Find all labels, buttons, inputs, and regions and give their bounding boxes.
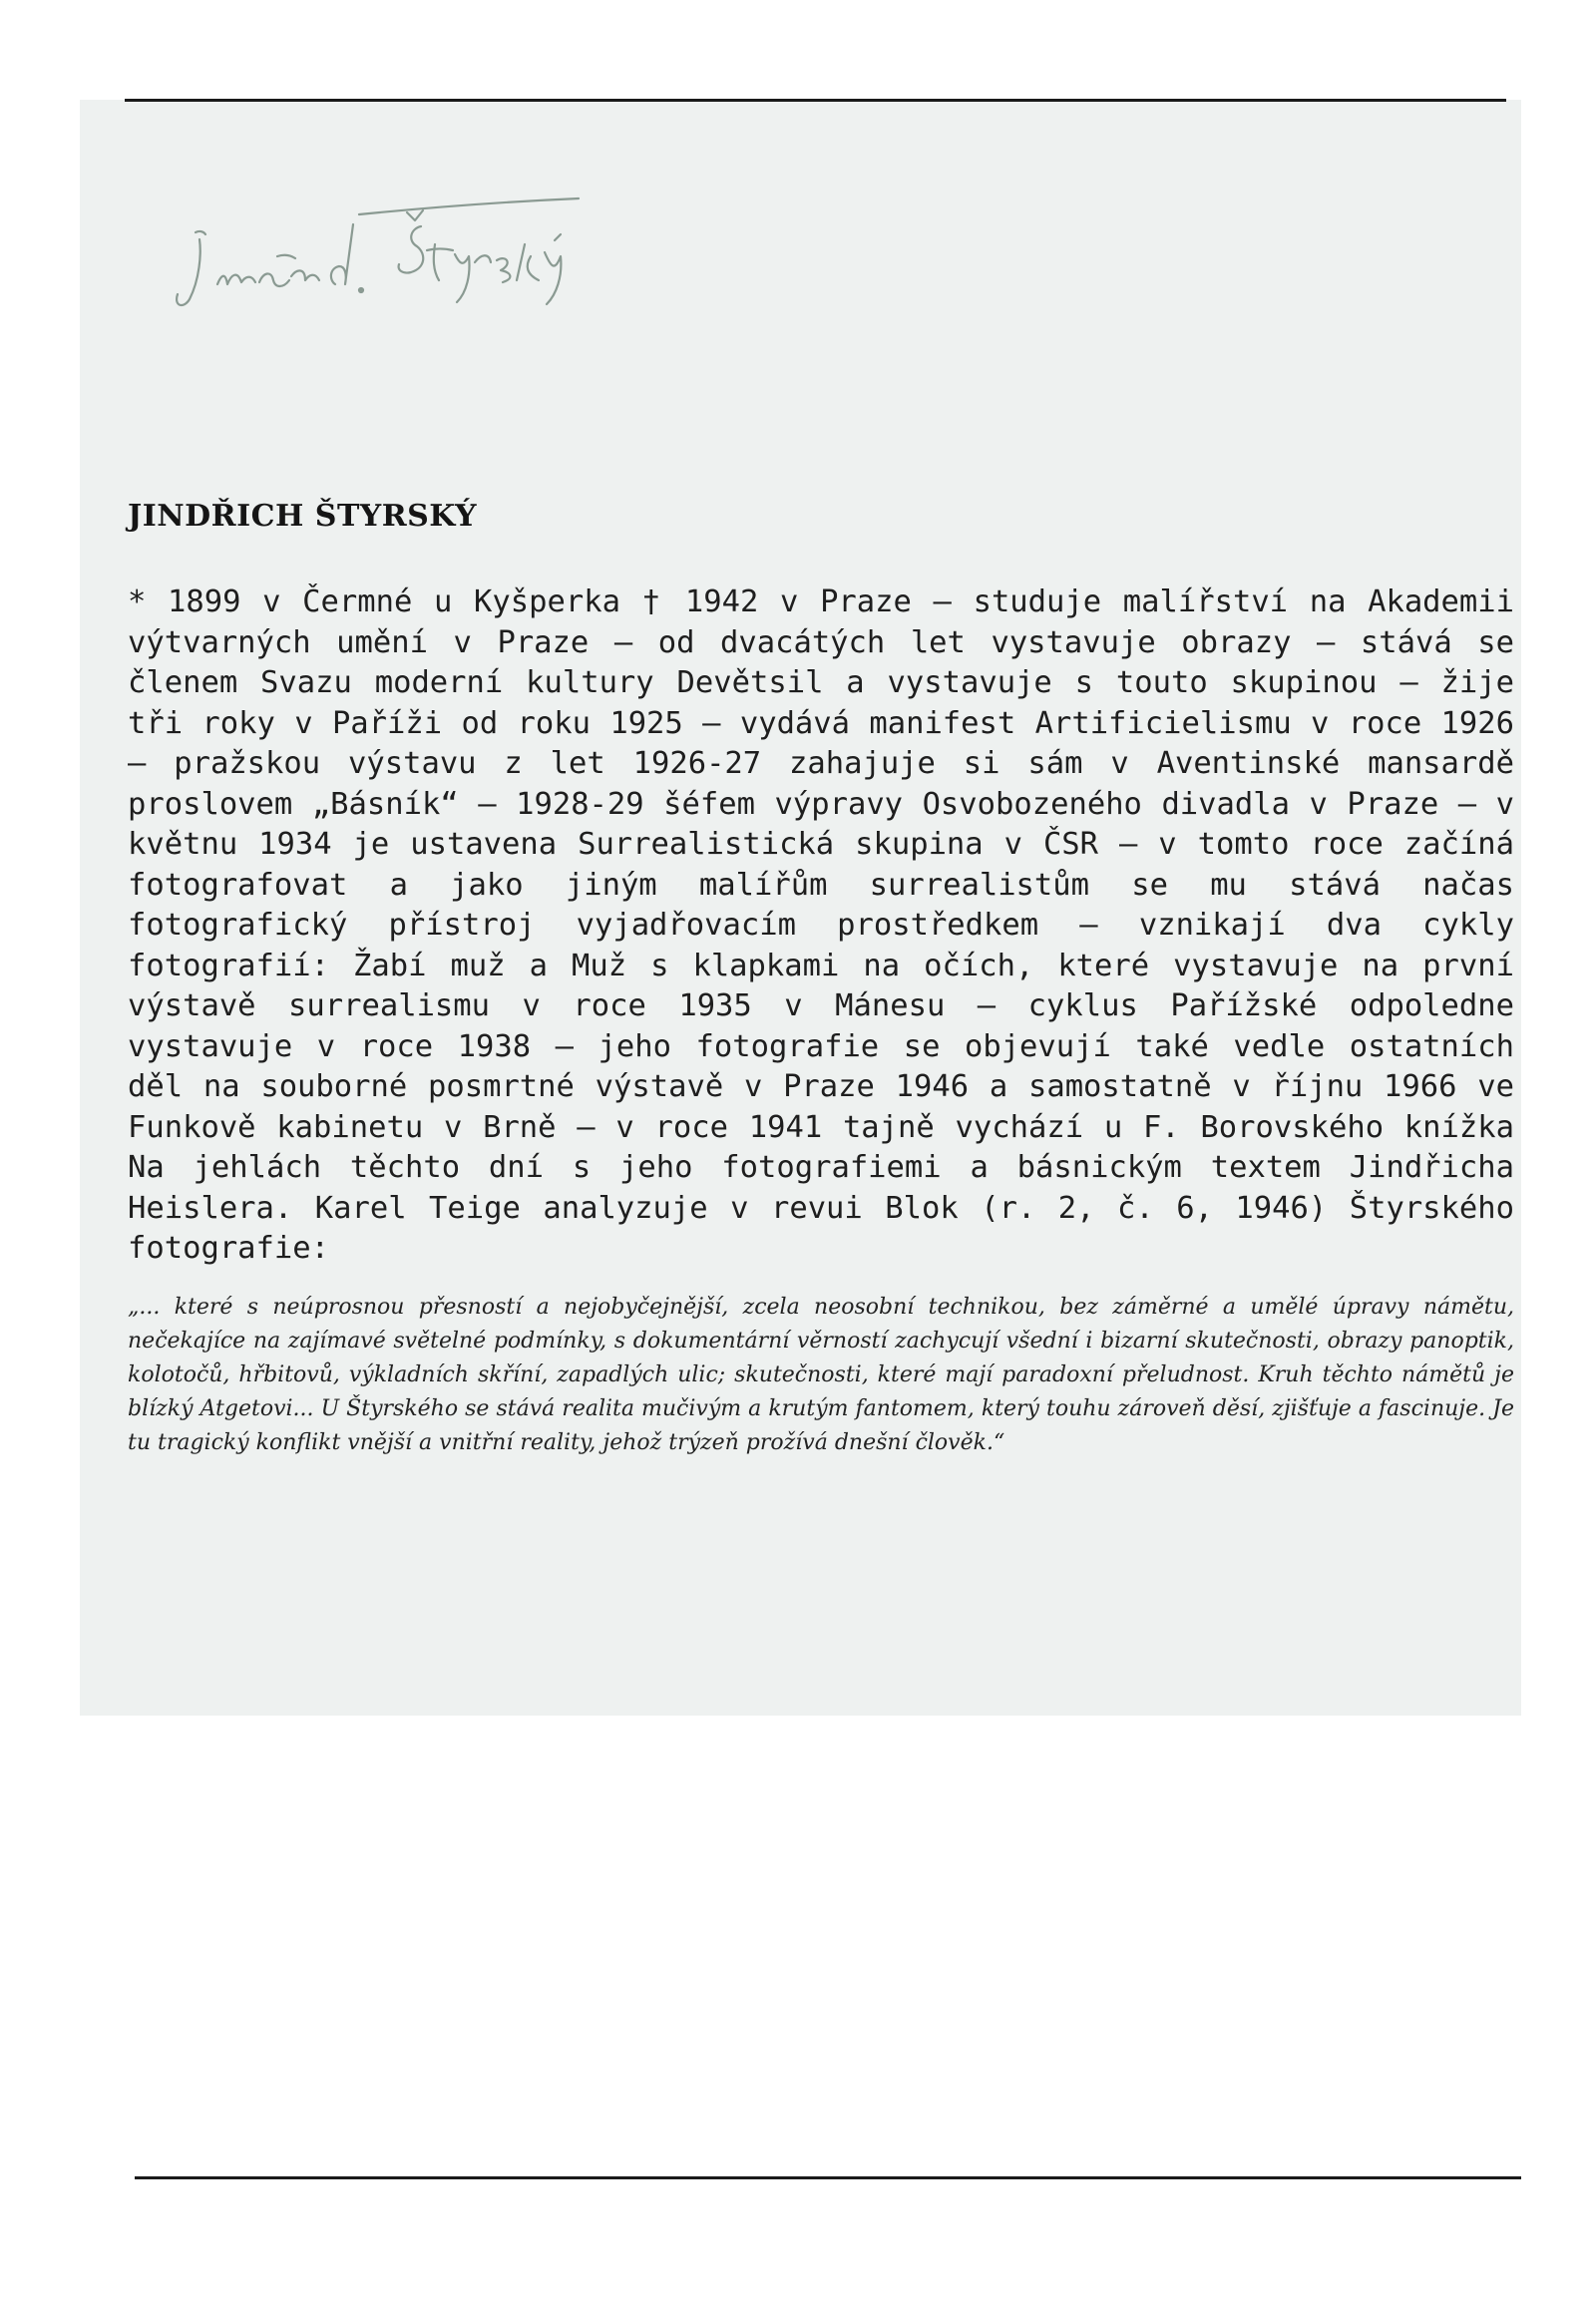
- page-title: JINDŘICH ŠTYRSKÝ: [128, 499, 477, 534]
- bottom-rule: [135, 2176, 1521, 2179]
- signature-image: [160, 185, 658, 334]
- biography-paragraph: * 1899 v Čermné u Kyšperka † 1942 v Praze — studuje malířství na Akademii výtvarných umění v Praze — od dvacátých let vystavuje obrazy — stává se členem Svazu moderní kultury Devětsil a vystavuje s touto skupinou — žije tři roky v Paříži od roku 1925 — vydává manifest Artificielismu v roce 1926 — pražskou výstavu z let 1926-27 zahajuje si sám v Aventinské mansardě proslovem „Básník“ — 1928-29 šéfem výpravy Osvobozeného divadla v Praze — v květnu 1934 je ustavena Surrealistická skupina v ČSR — v tomto roce začíná fotografovat a jako jiným malířům surrealistům se mu stává načas fotografický přístroj vyjadřovacím prostředkem — vznikají dva cykly fotografií: Žabí muž a Muž s klapkami na očích, které vystavuje na první výstavě surrealismu v roce 1935 v Mánesu — cyklus Pařížské odpoledne vystavuje v roce 1938 — jeho fotografie se objevují také vedle ostatních děl na souborné posmrtné výstavě v Praze 1946 a samostatně v říjnu 1966 ve Funkově kabinetu v Brně — v roce 1941 tajně vychází u F. Borovského knížka Na jehlách těchto dní s jeho fotografiemi a básnickým textem Jindřicha Heislera. Karel Teige analyzuje v revui Blok (r. 2, č. 6, 1946) Štyrského fotografie:: [128, 584, 1514, 1266]
- teige-quote: „... které s neúprosnou přesností a nejobyčejnější, zcela neosobní technikou, bez záměrné a umělé úpravy námětu, nečekajíce na zajímavé světelné podmínky, s dokumentární věrností zachycují všední i bizarní skutečnosti, obrazy panoptik, kolotočů, hřbitovů, výkladních skříní, zapadlých ulic; skutečnosti, které mají paradoxní přeludnost. Kruh těchto námětů je blízký Atgetovi... U Štyrského se stává realita mučivým a krutým fantomem, který touhu zároveň děsí, zjišťuje a fascinuje. Je tu tragický konflikt vnější a vnitřní reality, jehož trýzeň prožívá dnešní člověk.“: [128, 1295, 1514, 1455]
- signature-icon: [160, 185, 658, 334]
- top-rule: [125, 99, 1506, 102]
